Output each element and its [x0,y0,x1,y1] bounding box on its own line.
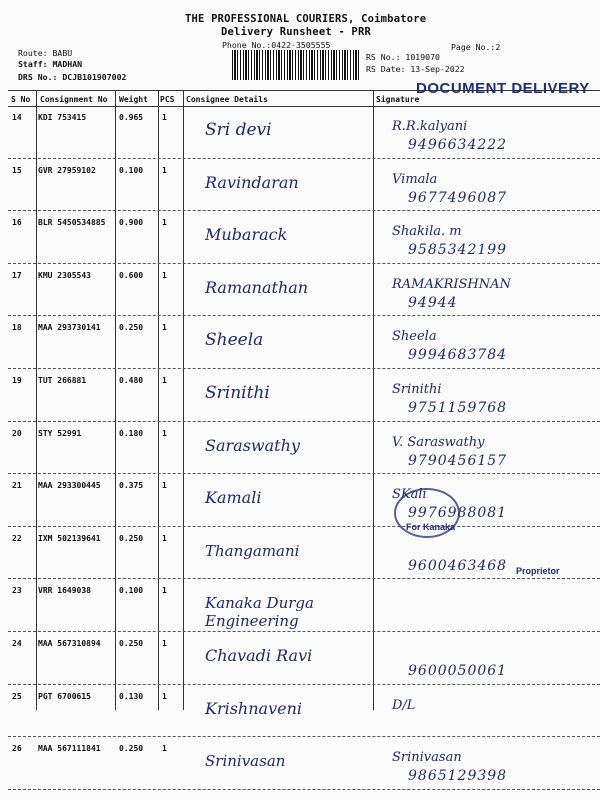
row-sno: 23 [12,586,22,596]
row-pcs: 1 [162,744,167,754]
consignee-name: Kamali [205,488,262,508]
drs-number: DRS No.: DCJB101907002 [18,72,127,82]
row-consignment-no: GVR 27959102 [38,165,96,175]
row-consignment-no: MAA 567111841 [38,744,101,754]
consignee-name: Chavadi Ravi [205,646,313,665]
row-weight: 0.250 [119,323,144,333]
signature-name: V. Saraswathy [392,434,485,450]
page-number: Page No.:2 [451,42,501,52]
row-consignment-no: PGT 6700615 [38,691,91,701]
row-pcs: 1 [162,533,167,543]
signature-name: SKali [392,487,427,503]
row-sno: 16 [12,218,22,228]
row-pcs: 1 [162,113,167,122]
row-consignment-no: MAA 567310894 [38,639,101,648]
row-weight: 0.375 [119,481,144,491]
signature-phone: 94944 [408,294,458,311]
col-divider [36,90,37,710]
route: Route: BABU [18,48,73,58]
row-weight: 0.250 [119,744,144,754]
col-header-consignment: Consignment No [40,95,108,104]
consignee-name: Kanaka Durga Engineering [205,594,314,631]
signature-phone: 9790456157 [408,452,508,469]
row-pcs: 1 [162,428,167,438]
document-delivery-stamp: DOCUMENT DELIVERY [416,80,590,97]
row-pcs: 1 [162,691,167,701]
row-weight: 0.180 [119,428,144,438]
consignee-name: Saraswathy [205,435,300,455]
signature-phone: 9600050061 [408,663,508,679]
signature-name: RAMAKRISHNAN [392,276,511,292]
row-weight: 0.480 [119,376,144,385]
row-pcs: 1 [162,323,167,333]
row-sno: 21 [12,481,22,491]
signature-phone: 9976988081 [408,505,508,522]
row-separator [8,789,600,790]
row-weight: 0.250 [119,533,144,543]
col-divider [183,90,184,710]
row-separator [8,578,600,579]
row-pcs: 1 [162,270,167,280]
row-consignment-no: MAA 293300445 [38,481,101,491]
stamp-company: For Kanaka [406,522,456,532]
consignee-name: Ramanathan [205,277,309,297]
signature-name: Sheela [392,329,437,345]
row-pcs: 1 [162,165,167,175]
row-separator [8,631,600,632]
signature-phone: 9496634222 [408,137,508,153]
row-pcs: 1 [162,586,167,596]
row-sno: 15 [12,165,22,175]
row-consignment-no: TUT 266881 [38,376,87,385]
consignee-name: Mubarack [205,225,288,245]
consignee-name: Sri devi [205,120,272,140]
row-weight: 0.130 [119,691,144,701]
row-pcs: 1 [162,376,167,385]
signature-name: R.R.kalyani [392,119,468,134]
signature-phone: 9751159768 [408,400,508,416]
row-consignment-no: BLR 5450534885 [38,218,106,228]
row-sno: 24 [12,639,22,648]
row-consignment-no: KDI 753415 [38,113,87,122]
row-sno: 19 [12,376,22,385]
barcode [232,50,360,80]
row-sno: 17 [12,270,22,280]
row-separator [8,158,600,159]
row-separator [8,684,600,685]
phone-number: Phone No.:0422-3505555 [222,40,331,50]
table-top-rule [8,90,600,91]
rs-number: RS No.: 1019070 [366,52,440,62]
row-pcs: 1 [162,639,167,648]
rs-date: RS Date: 13-Sep-2022 [366,64,465,74]
consignee-name: Sheela [205,330,264,351]
row-separator [8,736,600,737]
signature-name: Shakila. m [392,224,462,240]
row-weight: 0.100 [119,165,144,175]
signature-name: Vimala [392,171,438,187]
row-weight: 0.600 [119,270,144,280]
consignee-name: Srinivasan [205,752,286,771]
row-separator [8,526,600,527]
col-header-sno: S No [11,95,31,104]
row-separator [8,263,600,264]
row-consignment-no: VRR 1649038 [38,586,91,596]
col-header-signature: Signature [376,95,420,104]
signature-phone: 9677496087 [408,189,508,206]
row-separator [8,473,600,474]
row-pcs: 1 [162,218,167,228]
company-name: THE PROFESSIONAL COURIERS, Coimbatore [185,13,427,25]
col-divider [373,90,374,710]
col-divider [115,90,116,710]
signature-name: Srinithi [392,382,442,397]
consignee-name: Thangamani [205,541,300,560]
row-separator [8,315,600,316]
signature-phone: 9865129398 [408,768,508,785]
table-header-rule [8,106,600,107]
row-pcs: 1 [162,481,167,491]
stamp-proprietor: Proprietor [516,566,560,576]
row-sno: 18 [12,323,22,333]
col-header-pcs: PCS [160,95,175,104]
signature-phone: 9600463468 [408,557,508,574]
col-header-weight: Weight [119,95,148,104]
row-weight: 0.250 [119,639,144,648]
row-sno: 22 [12,533,22,543]
staff: Staff: MADHAN [18,59,83,69]
consignee-name: Srinithi [205,383,270,403]
row-sno: 26 [12,744,22,754]
signature-name: D/L [392,697,416,713]
row-sno: 20 [12,428,22,438]
row-separator [8,368,600,369]
signature-name: Srinivasan [392,750,462,766]
signature-phone: 9585342199 [408,242,508,259]
consignee-name: Krishnaveni [205,698,303,718]
row-consignment-no: MAA 293730141 [38,323,101,333]
row-sno: 14 [12,113,22,122]
row-weight: 0.100 [119,586,144,596]
row-consignment-no: STY 52991 [38,428,82,438]
row-separator [8,210,600,211]
row-consignment-no: IXM 502139641 [38,533,101,543]
row-consignment-no: KMU 2305543 [38,270,91,280]
row-sno: 25 [12,691,22,701]
row-weight: 0.900 [119,218,144,228]
consignee-name: Ravindaran [205,172,299,192]
col-header-consignee: Consignee Details [186,95,268,104]
signature-phone: 9994683784 [408,347,508,364]
runsheet-title: Delivery Runsheet - PRR [221,26,371,38]
row-separator [8,421,600,422]
col-divider [158,90,159,710]
row-weight: 0.965 [119,113,144,122]
